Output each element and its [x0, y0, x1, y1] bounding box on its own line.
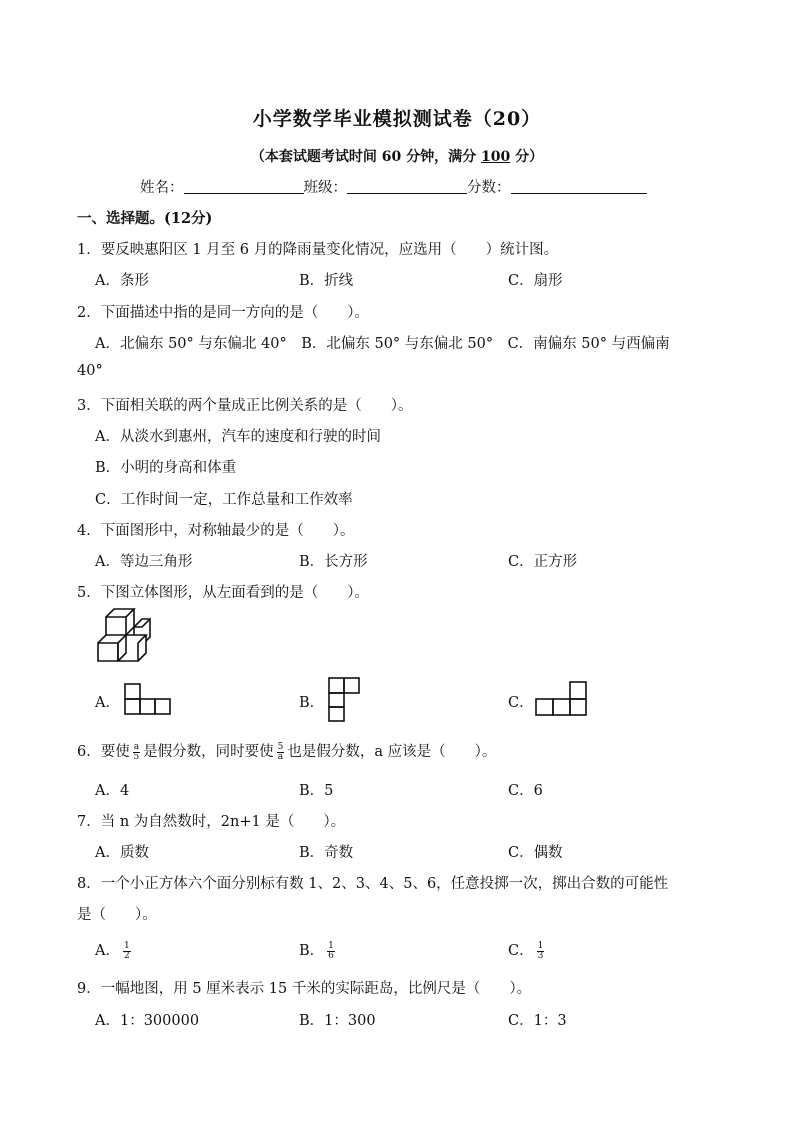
name-label: 姓名：: [140, 180, 184, 196]
q3-option-a[interactable]: A．从淡水到惠州，汽车的速度和行驶的时间: [95, 429, 381, 445]
option-letter: A．: [95, 943, 120, 959]
q7-option-c[interactable]: C．偶数: [508, 845, 563, 861]
score-blank[interactable]: [511, 179, 647, 194]
q6-option-b[interactable]: B．5: [299, 783, 334, 799]
student-info-row: [140, 176, 647, 197]
q5-option-b-figure: [328, 677, 362, 723]
exam-subtitle: [0, 146, 794, 166]
frac-num: 5: [277, 741, 284, 752]
frac-num: 1: [537, 940, 544, 951]
fraction-1-3: [537, 942, 545, 961]
question-8-wrap: 是（ ）。: [77, 907, 157, 923]
subtitle-prefix: （本套试题考试时间 60 分钟，满分: [250, 149, 481, 165]
question-1: 1．要反映惠阳区 1 月至 6 月的降雨量变化情况，应选用（ ）统计图。: [77, 242, 559, 258]
q5-option-c-figure: [535, 681, 589, 717]
frac-den: 2: [123, 950, 130, 961]
class-label: 班级：: [303, 180, 347, 196]
q7-option-b[interactable]: B．奇数: [299, 845, 354, 861]
name-blank[interactable]: [184, 179, 304, 194]
q5-option-a[interactable]: A．: [95, 695, 120, 711]
frac-den: 5: [133, 751, 140, 762]
q5-option-a-figure: [124, 683, 172, 715]
frac-num: 1: [328, 940, 334, 951]
subtitle-suffix: 分）: [510, 149, 544, 165]
q1-option-a[interactable]: A．条形: [95, 273, 149, 289]
q7-option-a[interactable]: A．质数: [95, 845, 149, 861]
frac-den: a: [277, 751, 284, 762]
question-7: 7．当 n 为自然数时，2n+1 是（ ）。: [77, 814, 346, 830]
q5-option-b[interactable]: B．: [299, 695, 325, 711]
q9-option-c[interactable]: C．1：3: [508, 1013, 567, 1029]
q6-option-c[interactable]: C．6: [508, 783, 543, 799]
frac-den: 3: [537, 950, 544, 961]
full-score: 100: [481, 149, 511, 165]
q1-option-b[interactable]: B．折线: [299, 273, 354, 289]
question-8: 8．一个小正方体六个面分别标有数 1、2、3、4、5、6，任意投掷一次，掷出合数的可能性: [77, 876, 669, 892]
q5-option-c[interactable]: C．: [508, 695, 534, 711]
frac-num: a: [133, 741, 140, 752]
question-6: [77, 740, 496, 762]
q8-option-a[interactable]: [95, 939, 134, 961]
question-5: 5．下图立体图形，从左面看到的是（ ）。: [77, 585, 369, 601]
q6-stem-b: 是假分数，同时要使: [143, 744, 274, 760]
q3-option-c[interactable]: C．工作时间一定，工作总量和工作效率: [95, 492, 353, 508]
question-9: 9．一幅地图，用 5 厘米表示 15 千米的实际距岛，比例尺是（ ）。: [77, 981, 532, 997]
q8-option-c[interactable]: [508, 939, 547, 961]
q6-stem-c: 也是假分数，a 应该是（ ）。: [287, 744, 497, 760]
q6-stem-a: 6．要使: [77, 744, 130, 760]
frac-num: 1: [123, 940, 130, 951]
frac-den: 6: [328, 950, 334, 961]
q2-options-wrap: 40°: [77, 363, 103, 379]
q4-option-a[interactable]: A．等边三角形: [95, 554, 193, 570]
q1-option-c[interactable]: C．扇形: [508, 273, 563, 289]
section-title: 一、选择题。(12分): [77, 210, 213, 227]
question-4: 4．下面图形中，对称轴最少的是（ ）。: [77, 523, 355, 539]
q3-option-b[interactable]: B．小明的身高和体重: [95, 460, 237, 476]
fraction-5-over-a: [277, 743, 285, 762]
score-label: 分数：: [467, 180, 511, 196]
option-letter: B．: [299, 943, 325, 959]
fraction-a-over-5: [133, 743, 140, 762]
option-letter: C．: [508, 943, 534, 959]
q4-option-b[interactable]: B．长方形: [299, 554, 368, 570]
question-3: 3．下面相关联的两个量成正比例关系的是（ ）。: [77, 398, 413, 414]
question-2: 2．下面描述中指的是同一方向的是（ ）。: [77, 305, 369, 321]
q8-option-b[interactable]: [299, 939, 338, 961]
q6-option-a[interactable]: A．4: [95, 783, 130, 799]
q4-option-c[interactable]: C．正方形: [508, 554, 578, 570]
q2-options[interactable]: A．北偏东 50° 与东偏北 40° B．北偏东 50° 与东偏北 50° C．南偏东 50° 与西偏南: [95, 336, 670, 352]
fraction-1-2: [123, 942, 131, 961]
cube-stack-figure: [96, 608, 156, 664]
q9-option-b[interactable]: B．1：300: [299, 1013, 376, 1029]
fraction-1-6: [327, 942, 335, 961]
q9-option-a[interactable]: A．1：300000: [95, 1013, 200, 1029]
class-blank[interactable]: [347, 179, 467, 194]
page-title: 小学数学毕业模拟测试卷（20）: [252, 108, 542, 130]
